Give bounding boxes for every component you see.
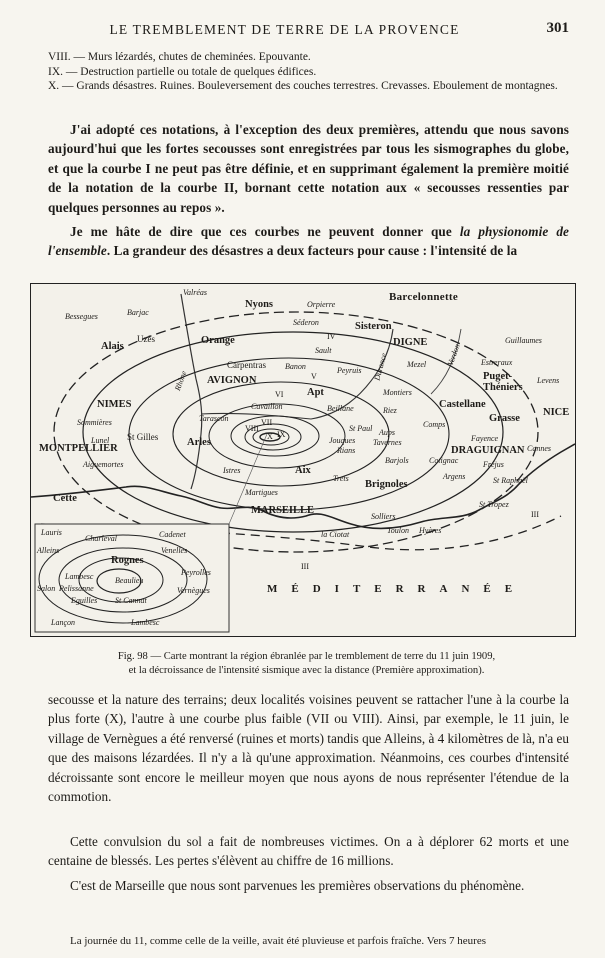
map-label-grasse: Grasse — [489, 413, 520, 424]
map-label-tarascon: Tarascon — [199, 414, 229, 423]
page-header — [40, 22, 569, 40]
map-label-riez: Riez — [383, 406, 397, 415]
map-curve-ix: IX — [277, 430, 286, 439]
map-label-toulon: Toulon — [387, 526, 409, 535]
map-label-guillaumes: Guillaumes — [505, 336, 542, 345]
page-number: 301 — [546, 20, 569, 36]
map-label-rians: Rians — [337, 446, 356, 455]
paragraph-victimes: Cette convulsion du sol a fait de nombreuses victimes. On a à déplorer 62 morts et une centaine de blessés. Les pertes s'élèvent au chiffre de 16 millions. — [48, 834, 569, 869]
scale-item-ix: IX. — Destruction partielle ou totale de quelques édifices. — [48, 65, 317, 78]
map-label-montiers: Montiers — [383, 388, 412, 397]
map-label-lunel: Lunel — [91, 436, 110, 445]
map-label-nyons: Nyons — [245, 299, 274, 310]
paragraph-marseille: C'est de Marseille que nous sont parvenues les premières observations du phénomène. — [70, 878, 525, 893]
paragraph-physionomie — [48, 222, 569, 261]
map-label-alais: Alais — [101, 341, 124, 352]
map-label-brignoles: Brignoles — [365, 479, 408, 490]
map-label-carpentras: Carpentras — [227, 360, 266, 370]
map-label-aiguemortes: Aiguemortes — [83, 460, 124, 469]
map-label-cannes: Cannes — [527, 444, 551, 453]
inset-label-beaulieu: Beaulieu — [115, 576, 144, 585]
map-label-fayence: Fayence — [471, 434, 499, 443]
map-label-orpierre: Orpierre — [307, 300, 336, 309]
map-label-st-paul: St Paul — [349, 424, 373, 433]
map-label-solliers: Solliers — [371, 512, 396, 521]
map-label-theniers: Théniers — [483, 382, 523, 393]
inset-label-st-cannat: St Cannat — [115, 596, 147, 605]
inset-label-salon: Salon — [37, 584, 56, 593]
inset-label-eguilles: Eguilles — [71, 596, 98, 605]
map-label-estreraux: Estreraux — [481, 358, 513, 367]
map-label-nice: NICE — [543, 407, 570, 418]
map-curve-x: X — [267, 432, 273, 441]
map-label-comps: Comps — [423, 420, 446, 429]
map-label-frejus: Fréjus — [483, 460, 504, 469]
map-label-orange: Orange — [201, 335, 235, 346]
map-label-uzes: Uzès — [137, 334, 155, 344]
scale-item-viii: VIII. — Murs lézardés, chutes de cheminées. Epouvante. — [48, 51, 311, 63]
map-label-sommieres: Sommières — [77, 418, 112, 427]
map-label-tavernes: Tavernes — [373, 438, 402, 447]
map-label-rhone: Rhône — [173, 369, 189, 392]
map-label-trets: Trets — [333, 474, 349, 483]
para2-start: Je me hâte de dire que ces courbes ne peuvent donner que — [70, 224, 460, 239]
inset-label-pelissanne: Pelissanne — [59, 584, 94, 593]
map-curve-iv: IV — [327, 332, 336, 341]
map-curve-viii: VIII — [245, 424, 259, 433]
map-label-marseille: MARSEILLE — [251, 505, 315, 516]
map-label-verdon: Verdon — [445, 342, 462, 367]
inset-label-peyrolles: Peyrolles — [181, 568, 211, 577]
intensity-scale-list — [48, 50, 569, 94]
map-label-durance: Durance — [372, 352, 389, 382]
inset-label-charleval: Charleval — [85, 534, 117, 543]
caption-line-1: Fig. 98 — Carte montrant la région ébranlée par le tremblement de terre du 11 juin 1909, — [117, 651, 496, 662]
map-label-peyruis: Peyruis — [337, 366, 362, 375]
map-label-arles: Arles — [187, 437, 211, 448]
map-label-aups: Aups — [379, 428, 395, 437]
map-label-apt: Apt — [307, 387, 324, 398]
inset-label-lancon: Lançon — [51, 618, 75, 627]
map-label-la-ciotat: la Ciotat — [321, 530, 350, 539]
scale-item-x: X. — Grands désastres. Ruines. Bouleversement des couches terrestres. Crevasses. Eboulement de montagnes. — [48, 80, 558, 92]
map-label-st-raphael: St Raphaël — [493, 476, 528, 485]
map-label-jouques: Jouques — [329, 436, 356, 445]
map-label-valreas: Valréas — [183, 288, 207, 297]
map-label-bessegues: Bessegues — [65, 312, 98, 321]
map-label-nimes: NIMES — [97, 399, 132, 410]
map-curve-iii: III — [301, 562, 309, 571]
map-label-levens: Levens — [537, 376, 560, 385]
inset-label-venelles: Venelles — [161, 546, 188, 555]
map-label-sederon: Séderon — [293, 318, 319, 327]
map-label-beillane: Beillane — [327, 404, 354, 413]
running-title: LE TREMBLEMENT DE TERRE DE LA PROVENCE — [109, 22, 460, 37]
earthquake-map — [30, 283, 576, 637]
map-label-st-gilles: St Gilles — [127, 432, 159, 442]
inset-label-cadenet: Cadenet — [159, 530, 186, 539]
inset-label-alleins: Alleins — [37, 546, 60, 555]
map-label-aix: Aix — [295, 465, 311, 476]
map-curve-vii: VII — [261, 418, 273, 427]
map-label-puget: Puget- — [483, 371, 513, 382]
map-label-sea: MÉDITERRANÉE — [267, 583, 527, 595]
inset-label-lambesc: Lambesc — [65, 572, 94, 581]
map-label-mezel: Mezel — [407, 360, 427, 369]
map-label-martigues: Martigues — [245, 488, 278, 497]
paragraph-notations: J'ai adopté ces notations, à l'exception des deux premières, attendu que nous savons aujourd'hui que les fortes secousses sont enregistrées par tous les sismographes du globe, et que la courbe I ne peut pas être définie, et en supprimant également la première moitié de la notation de la courbe II, bornant cette notation aux « secousses ressenties par quelques personnes au repos ». — [48, 122, 569, 215]
map-label-digne: DIGNE — [393, 337, 428, 348]
map-label-draguignan: DRAGUIGNAN — [451, 445, 525, 456]
map-label-istres: Istres — [223, 466, 241, 475]
para2-emphasis: la physionomie de l'ensemble — [48, 224, 569, 259]
para2-end: . La grandeur des désastres a deux facteurs pour cause : l'intensité de la — [106, 243, 518, 259]
map-label-barjac: Barjac — [127, 308, 149, 317]
inset-label-vernegues: Vernègues — [177, 586, 210, 595]
inset-label-lambesc-south: Lambesc — [131, 618, 160, 627]
inset-label-rognes: Rognes — [111, 555, 144, 566]
paragraph-journee: La journée du 11, comme celle de la veille, avait été pluvieuse et parfois fraîche. Vers 7 heures — [70, 935, 486, 947]
caption-line-2: et la décroissance de l'intensité sismique avec la distance (Première approximation). — [128, 665, 485, 676]
map-label-cette: Cette — [53, 493, 77, 504]
map-label-barcelonnette: Barcelonnette — [389, 291, 459, 303]
map-curve-v: V — [311, 372, 317, 381]
map-label-castellane: Castellane — [439, 399, 486, 410]
map-label-argens: Argens — [443, 472, 466, 481]
inset-label-lauris: Lauris — [41, 528, 62, 537]
map-curve-vi: VI — [275, 390, 284, 399]
map-label-banon: Banon — [285, 362, 306, 371]
map-label-montpellier: MONTPELLIER — [39, 443, 118, 454]
map-label-cavaillon: Cavaillon — [251, 402, 283, 411]
map-label-avignon: AVIGNON — [207, 375, 257, 386]
map-label-hyeres: Hyères — [419, 526, 442, 535]
map-label-sault: Sault — [315, 346, 332, 355]
map-curve-iii-east: III — [531, 510, 539, 519]
map-label-barjols: Barjols — [385, 456, 409, 465]
figure-caption — [48, 650, 565, 678]
map-label-cotignac: Cotignac — [429, 456, 459, 465]
map-label-st-tropez: St Tropez — [479, 500, 509, 509]
paragraph-secousse: secousse et la nature des terrains; deux localités voisines peuvent se rattacher l'une à la courbe la plus forte (X), l'autre à une courbe plus faible (VII ou VIII). Ainsi, par exemple, le 11 juin, le village de Vernègues a été renversé (ruines et morts) tandis que Alleins, à 4 kilomètres de là, n'a eu que des maisons lézardées. Il n'y a là qu'une approximation. Néanmoins, ces courbes d'intensité décroissante sont encore le meilleur moyen que nous ayons de nous représenter l'étendue de la commotion. — [48, 692, 569, 805]
map-label-sisteron: Sisteron — [355, 321, 392, 332]
